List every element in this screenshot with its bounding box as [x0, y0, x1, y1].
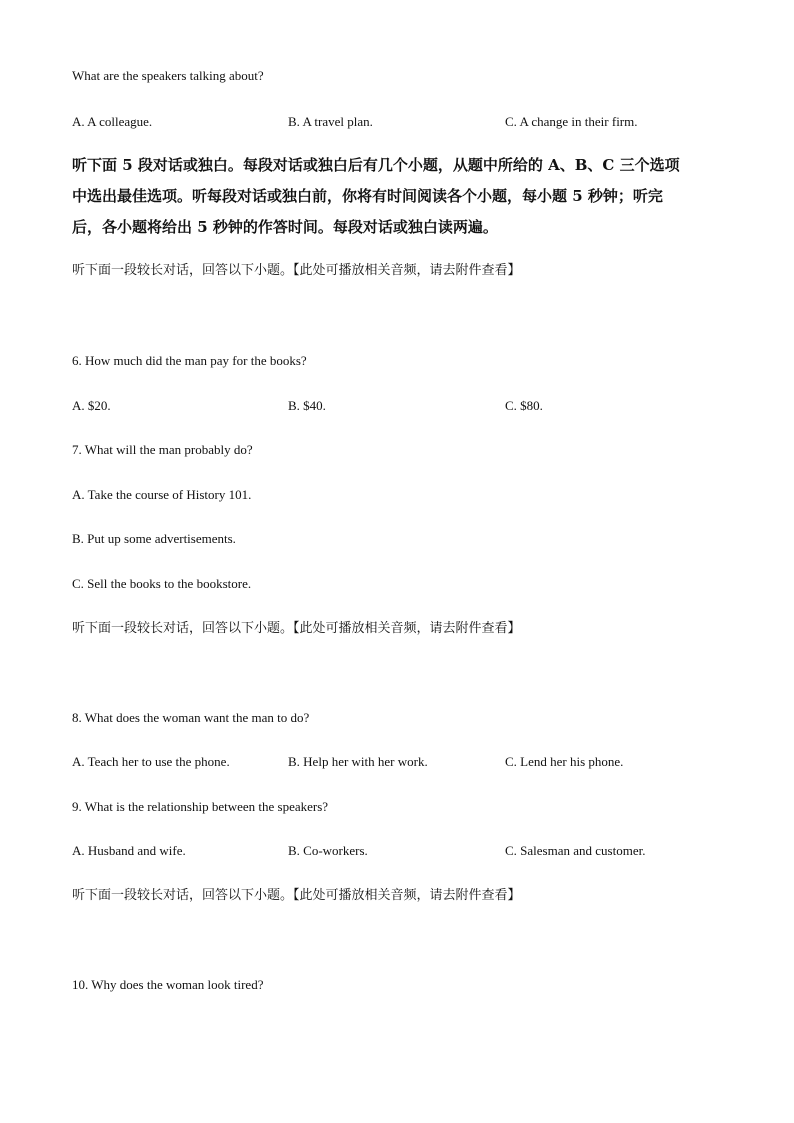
audio-note: 听下面一段较长对话，回答以下小题。【此处可播放相关音频，请去附件查看】 [72, 263, 521, 278]
question-8-text: 8. What does the woman want the man to do? [72, 710, 310, 725]
audio-note: 听下面一段较长对话，回答以下小题。【此处可播放相关音频，请去附件查看】 [72, 621, 521, 636]
question-9-options [72, 843, 732, 859]
question-7-text: 7. What will the man probably do? [72, 442, 253, 457]
option-c: C. Lend her his phone. [505, 754, 624, 769]
option-a: A. Teach her to use the phone. [72, 754, 230, 769]
option-a: A. $20. [72, 398, 111, 413]
option-b: B. Help her with her work. [288, 754, 428, 769]
instruction-line: 中选出最佳选项。听每段对话或独白前，你将有时间阅读各个小题，每小题 5 秒钟；听完 [72, 187, 663, 205]
question-6-text: 6. How much did the man pay for the books? [72, 353, 307, 368]
option-b: B. Co-workers. [288, 843, 368, 858]
option-c: C. Salesman and customer. [505, 843, 646, 858]
question-6-options [72, 398, 732, 414]
option-b: B. $40. [288, 398, 326, 413]
question-8-options [72, 754, 732, 770]
option-b: B. A travel plan. [288, 114, 373, 129]
section-instructions [72, 150, 712, 243]
option-c: C. Sell the books to the bookstore. [72, 576, 252, 591]
question-5-text: What are the speakers talking about? [72, 68, 264, 83]
option-c: C. A change in their firm. [505, 114, 638, 129]
question-10-text: 10. Why does the woman look tired? [72, 977, 264, 992]
option-a: A. Take the course of History 101. [72, 487, 252, 502]
option-c: C. $80. [505, 398, 543, 413]
question-9-text: 9. What is the relationship between the speakers? [72, 799, 329, 814]
instruction-line: 听下面 5 段对话或独白。每段对话或独白后有几个小题，从题中所给的 A、B、C 三个选项 [72, 156, 680, 174]
question-5-options [72, 114, 732, 130]
audio-note: 听下面一段较长对话，回答以下小题。【此处可播放相关音频，请去附件查看】 [72, 888, 521, 903]
option-a: A. A colleague. [72, 114, 153, 129]
instruction-line: 后，各小题将给出 5 秒钟的作答时间。每段对话或独白读两遍。 [72, 218, 498, 236]
option-b: B. Put up some advertisements. [72, 531, 236, 546]
option-a: A. Husband and wife. [72, 843, 186, 858]
